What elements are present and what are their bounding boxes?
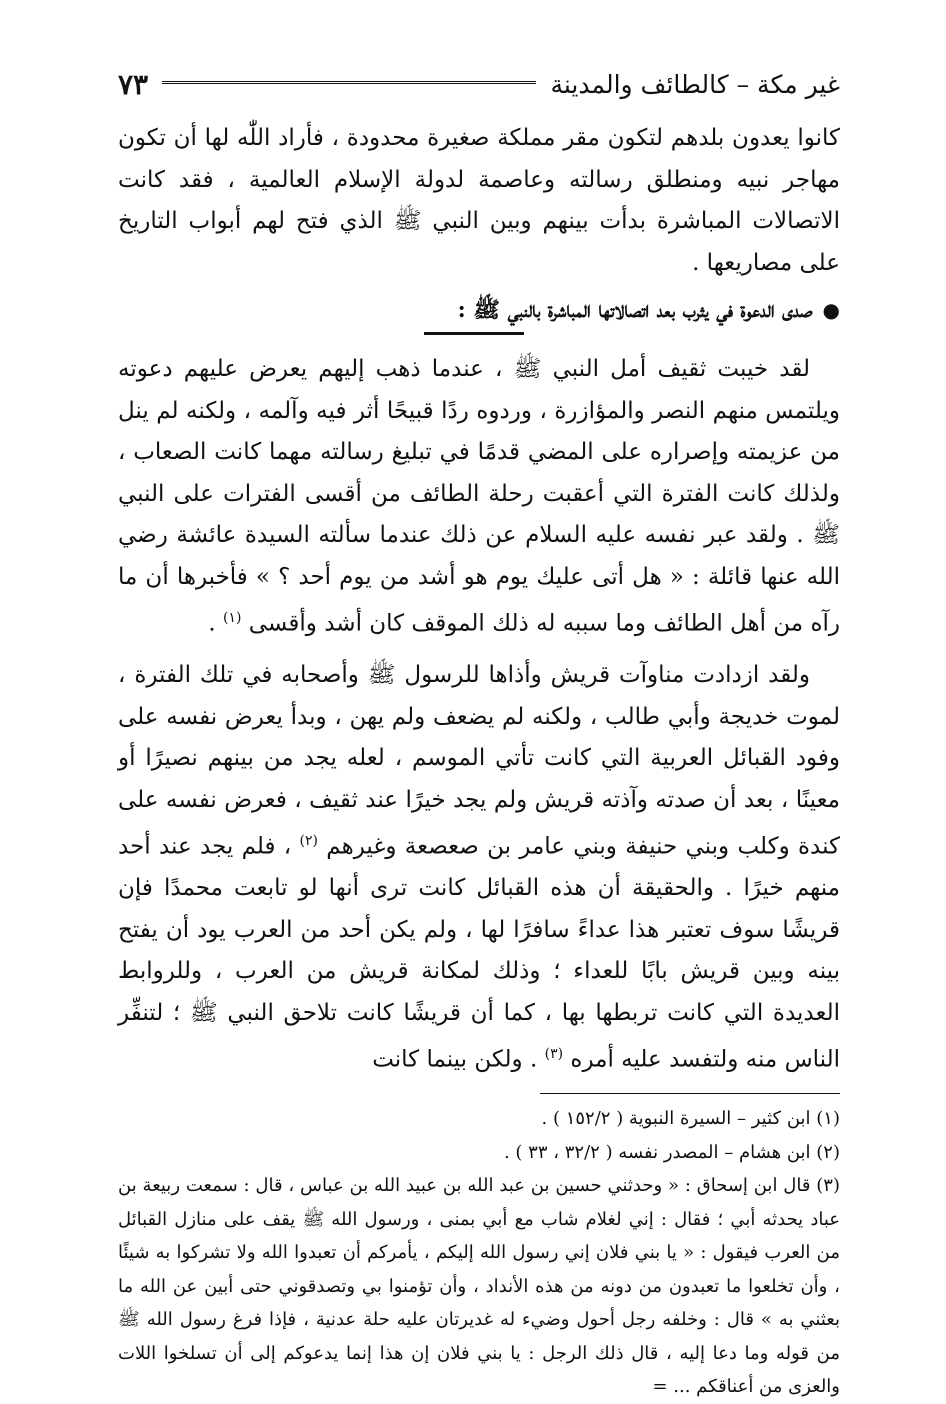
page-number: ٧٣ (118, 67, 149, 101)
paragraph-2-text-c: . ولكن بينما كانت (372, 1046, 538, 1073)
main-text (118, 118, 840, 1081)
header-rule (162, 81, 536, 87)
paragraph-1: لقد خيبت ثقيف أمل النبي ﷺ ، عندما ذهب إليهم يعرض عليهم دعوته ويلتمس منهم النصر والمؤازرة ، وردوه ردًا قبيحًا أثر فيه وآلمه ، ولكنه لم ينل من عزيمته وإصراره على المضي قدمًا في تبليغ رسالته مهما كانت الصعاب ، ولذلك كانت الفترة التي أعقبت رحلة الطائف من أقسى الفترات على النبي ﷺ . ولقد عبر نفسه عليه السلام عن ذلك عندما سألته السيدة عائشة رضي الله عنها قائلة : « هل أتى عليك يوم هو أشد من يوم أحد ؟ » فأخبرها أن ما رآه من أهل الطائف وما سببه له ذلك الموقف كان أشد وأقسى $^{(١)}$ . (118, 356, 840, 637)
footnote-marker-3: (٣) (544, 1046, 564, 1063)
footnotes (118, 1102, 840, 1404)
running-header (118, 60, 840, 108)
footnote-1: (١) ابن كثير – السيرة النبوية ( ١٥٢/٢ ) . (541, 1108, 840, 1130)
section-heading-text: صدى الدعوة في يثرب بعد اتصالاتها المباشرة بالنبي ﷺ : (457, 297, 813, 323)
intro-paragraph: كانوا يعدون بلدهم لتكون مقر مملكة صغيرة محدودة ، فأراد اللّٰه لها أن تكون مهاجر نبيه ومنطلق رسالته وعاصمة لدولة الإسلام العالمية ، فقد كانت الاتصالات المباشرة بدأت بينهم وبين النبي ﷺ الذي فتح لهم أبواب التاريخ على مصاريعها . (118, 125, 840, 276)
running-title: غير مكة – كالطائف والمدينة (550, 69, 840, 99)
book-page (118, 60, 840, 1404)
paragraph-2-text-a: ولقد ازدادت مناوآت قريش وأذاها للرسول ﷺ وأصحابه في تلك الفترة ، لموت خديجة وأبي طالب ، ولكنه لم يضعف ولم يهن ، وبدأ يعرض نفسه على وفود القبائل العربية التي كانت تأتي الموسم ، لعله يجد من بينهم نصيرًا أو معينًا ، بعد أن صدته وآذته قريش ولم يجد خيرًا عند ثقيف ، فعرض نفسه على كندة وكلب وبني حنيفة وبني عامر بن صعصعة وغيرهم (118, 662, 841, 860)
paragraph-2-text-b: ، فلم يجد عند أحد منهم خيرًا . والحقيقة أن هذه القبائل كانت ترى أنها لو تابعت محمدًا فإن قريشًا سوف تعتبر هذا عداءً سافرًا لها ، ولم يكن أحد من العرب يود أن يفتح بينه وبين قريش بابًا للعداء ؛ وذلك لمكانة قريش من العرب ، وللروابط العديدة التي كانت تربطها بها ، كما أن قريشًا كانت تلاحق النبي ﷺ ؛ لتنفِّر الناس منه ولتفسد عليه أمره (118, 833, 840, 1073)
section-heading (118, 290, 840, 330)
paragraph-2 (118, 655, 840, 1081)
heading-underline (424, 332, 524, 335)
paragraph-1-text: لقد خيبت ثقيف أمل النبي ﷺ ، عندما ذهب إليهم يعرض عليهم دعوته ويلتمس منهم النصر والمؤازرة ، وردوه ردًا قبيحًا أثر فيه وآلمه ، ولكنه لم ينل من عزيمته وإصراره على المضي قدمًا في تبليغ رسالته مهما كانت الصعاب ، ولذلك كانت الفترة التي أعقبت رحلة الطائف من أقسى الفترات على النبي ﷺ . ولقد عبر نفسه عليه السلام عن ذلك عندما سألته السيدة عائشة رضي الله عنها قائلة : « هل أتى عليك يوم هو أشد من يوم أحد ؟ » فأخبرها أن ما رآه من أهل الطائف وما سببه له ذلك الموقف كان أشد وأقسى (118, 356, 840, 637)
footnote-2: (٢) ابن هشام – المصدر نفسه ( ٣٢/٢ ، ٣٣ ) . (503, 1141, 840, 1163)
footnote-marker-1: (١) (222, 610, 242, 626)
footnote-separator (540, 1093, 840, 1094)
footnote-marker-2: (٢) (299, 833, 318, 850)
bullet-icon: ● (822, 298, 840, 322)
footnote-3: (٣) قال ابن إسحاق : « وحدثني حسين بن عبد الله بن عبيد الله بن عباس ، قال : سمعت ربيعة بن عباد يحدثه أبي ؛ فقال : إني لغلام شاب مع أبي بمنى ، ورسول الله ﷺ يقف على منازل القبائل من العرب فيقول : « يا بني فلان إني رسول الله إليكم ، يأمركم أن تعبدوا الله ولا تشركوا به شيئًا ، وأن تخلعوا ما تعبدون من دونه من هذه الأنداد ، وأن تؤمنوا بي وتصدقوني حتى أبين عن الله ما بعثني به » قال : وخلفه رجل أحول وضيء له غديرتان عليه حلة عدنية ، فإذا فرغ رسول الله ﷺ من قوله وما دعا إليه ، قال ذلك الرجل : يا بني فلان إن هذا إنما يدعوكم إلى أن تسلخوا اللات والعزى من أعناقكم ... = (118, 1175, 840, 1398)
